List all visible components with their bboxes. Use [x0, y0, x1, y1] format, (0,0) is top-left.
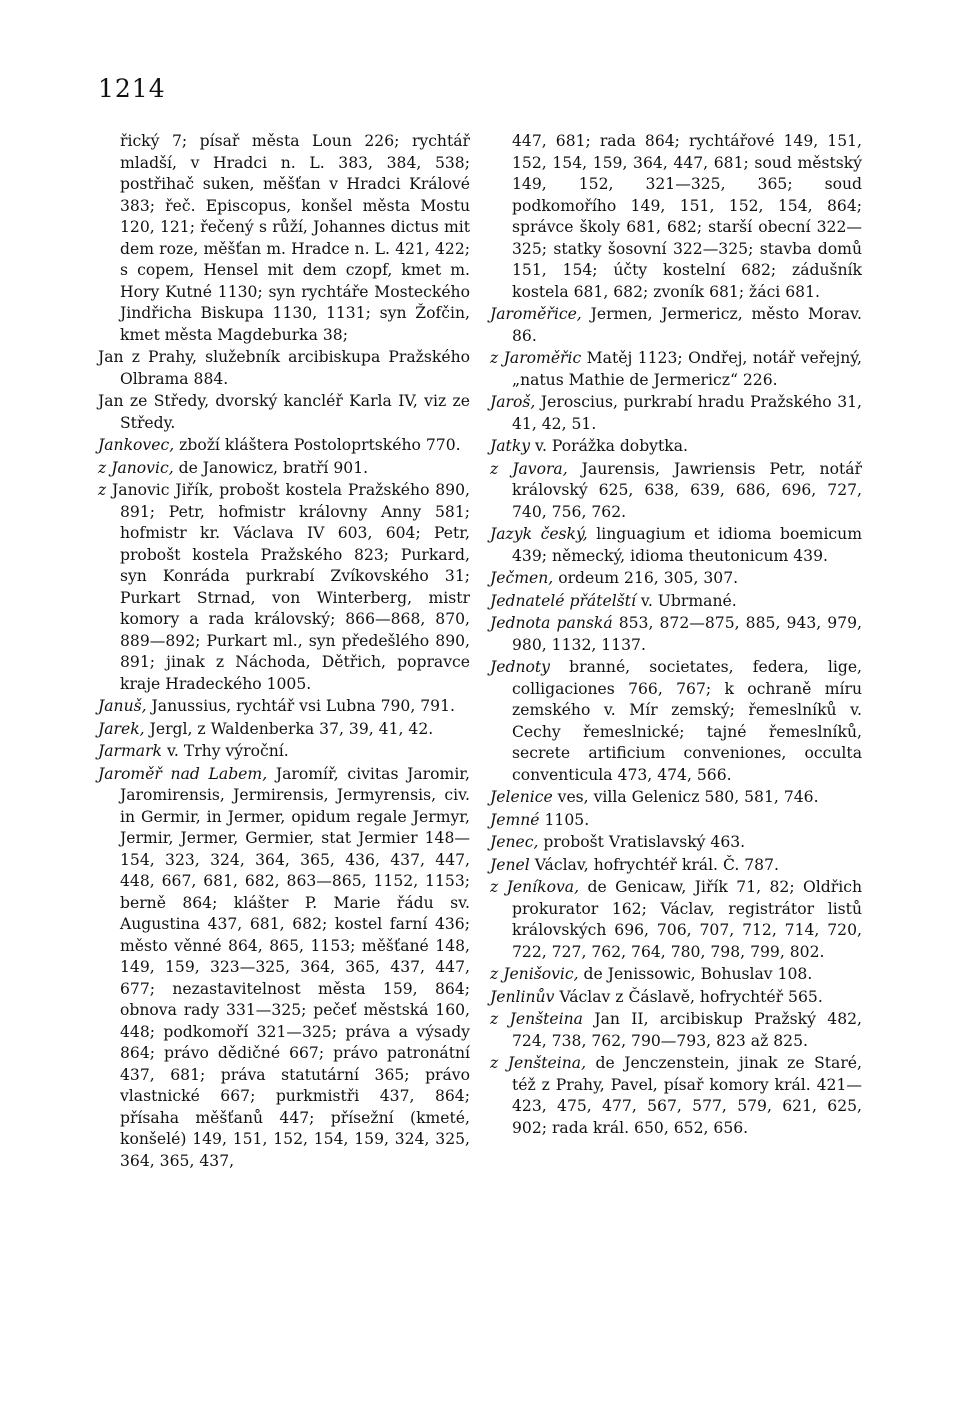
- entry-headword: Jenšteina: [509, 1010, 583, 1028]
- entry-prefix: z: [490, 965, 504, 983]
- index-entry: [490, 568, 862, 590]
- index-entry: [98, 458, 470, 480]
- index-entry: [490, 787, 862, 809]
- index-entry: [490, 524, 862, 567]
- entry-prefix: z: [98, 481, 113, 499]
- entry-text: Jaromíř, civitas Jaromir, Jaromirensis, Jermirensis, Jermyrensis, civ. in Germir, in Jermer, opidum regale Jermyr, Jermir, Jermer, Germier, stat Jermier 148—154, 323, 324, 364, 365, 436, 437, 447, 448, 667, 681, 682, 863—865, 1152, 1153; berně 864; klášter P. Marie řádu sv. Augustina 437, 681, 682; kostel farní 436; město věnné 864, 865, 1153; měšťané 148, 149, 159, 323—325, 364, 365, 437, 447, 677; nezastavitelnost města 159, 864; obnova rady 331—325; pečeť městská 160, 448; podkomoří 321—325; práva a výsady 864; právo dědičné 667; právo patronátní 437, 681; práva statutární 365; právo vlastnické 667; purkmistři 437, 864; přísaha měšťanů 447; přísežní (kmeté, konšelé) 149, 151, 152, 154, 159, 324, 325, 364, 365, 437,: [120, 764, 470, 1170]
- index-entry: [490, 348, 862, 391]
- entry-text: Jan ze Středy, dvorský kancléř Karla IV, viz ze Středy.: [98, 392, 470, 432]
- entry-headword: Jarmark: [98, 742, 162, 760]
- entry-headword: Jaroměřice,: [490, 305, 582, 323]
- entry-headword: Jednota panská: [490, 614, 613, 632]
- entry-text: de Genicaw, Jiřík 71, 82; Oldřich prokurator 162; Václav, registrátor listů královských 696, 706, 707, 712, 714, 720, 722, 727, 762, 764, 780, 798, 799, 802.: [512, 878, 862, 961]
- entry-headword: Jenšteina,: [507, 1054, 587, 1072]
- entry-text: 1105.: [539, 810, 590, 829]
- index-entry: [98, 719, 470, 741]
- index-entry: [98, 480, 470, 695]
- index-entry: [490, 1053, 862, 1139]
- entry-headword: Javora,: [512, 459, 568, 478]
- index-entry: [98, 764, 470, 1173]
- entry-text: Janovic Jiřík, probošt kostela Pražského 890, 891; Petr, hofmistr královny Anny 581; hofmistr kr. Václava IV 603, 604; Petr, probošt kostela Pražského 823; Purkard, syn Konráda purkrabí Zvíkovského 31; Purkart Strnad, von Winterberg, mistr komory a rada královský; 866—868, 870, 889—892; Purkart ml., syn předešlého 890, 891; jinak z Náchoda, Dětřich, popravce kraje Hradeckého 1005.: [112, 481, 470, 693]
- entry-headword: Jelenice: [490, 788, 553, 806]
- entry-text: linguagium et idioma boemicum 439; německý, idioma theutonicum 439.: [512, 525, 862, 565]
- entry-headword: Jenišovic,: [503, 965, 579, 983]
- entry-headword: Ječmen,: [490, 569, 554, 587]
- entry-headword: Janovic,: [111, 458, 174, 477]
- entry-text: 447, 681; rada 864; rychtářové 149, 151, 152, 154, 159, 364, 447, 681; soud městský 149, 152, 321—325, 365; soud podkomořího 149, 151, 152, 154, 864; správce školy 681, 682; starší obecní 322—325; statky šosovní 322—325; stavba domů 151, 154; účty kostelní 682; zádušník kostela 681, 682; zvoník 681; žáci 681.: [512, 132, 862, 301]
- entry-prefix: z: [490, 349, 504, 367]
- entry-prefix: z: [490, 878, 507, 896]
- entry-text: de Janowicz, bratří 901.: [173, 458, 369, 477]
- entry-headword: Jednatelé přátelští: [490, 591, 636, 610]
- entry-headword: Jarek,: [98, 719, 145, 738]
- entry-prefix: z: [490, 459, 513, 478]
- index-entry: [490, 832, 862, 854]
- entry-text: Jergl, z Waldenberka 37, 39, 41, 42.: [144, 719, 434, 738]
- entry-text: zboží kláštera Postoloprtského 770.: [174, 436, 461, 454]
- entry-text: probošt Vratislavský 463.: [538, 833, 746, 851]
- entry-prefix: z: [98, 458, 112, 477]
- index-entry: [98, 347, 470, 390]
- entry-headword: Januš,: [98, 697, 147, 715]
- entry-headword: Jenel: [490, 855, 530, 874]
- entry-headword: Jaroměřic: [503, 349, 582, 367]
- index-entry: [490, 436, 862, 458]
- entry-headword: Jaroměř nad Labem,: [98, 764, 268, 783]
- entry-headword: Jemné: [490, 810, 540, 829]
- entry-text: řický 7; písař města Loun 226; rychtář mladší, v Hradci n. L. 383, 384, 538; postřihač suken, měšťan v Hradci Králové 383; řeč. Episcopus, konšel města Mostu 120, 121; řečený s růží, Johannes dictus mit dem roze, měšťan m. Hradce n. L. 421, 422; s copem, Hensel mit dem czopf, kmet m. Hory Kutné 1130; syn rychtáře Mosteckého Jindřicha Biskupa 1130, 1131; syn Žofčin, kmet města Magdeburka 38;: [120, 132, 470, 344]
- entry-text: v. Ubrmané.: [635, 591, 737, 610]
- entry-prefix: z: [490, 1010, 510, 1028]
- index-entry: [490, 810, 862, 832]
- entry-text: Jan II, arcibiskup Pražský 482, 724, 738, 762, 790—793, 823 až 825.: [512, 1010, 862, 1050]
- index-entry: [490, 964, 862, 986]
- index-entry: [490, 131, 862, 303]
- entry-headword: Jenlinův: [490, 987, 555, 1006]
- entry-text: Václav z Čáslavě, hofrychtéř 565.: [554, 987, 823, 1006]
- entry-text: v. Trhy výroční.: [162, 742, 289, 760]
- index-entry: [98, 391, 470, 434]
- index-entry: [490, 459, 862, 524]
- entry-headword: Jaroš,: [490, 393, 536, 411]
- right-column: [490, 131, 862, 1140]
- index-entry: [490, 392, 862, 435]
- entry-text: 853, 872—875, 885, 943, 979, 980, 1132, 1137.: [512, 614, 863, 654]
- entry-text: Václav, hofrychtéř král. Č. 787.: [529, 855, 779, 874]
- index-entry: [98, 696, 470, 718]
- entry-text: Jermen, Jermericz, město Morav. 86.: [512, 305, 862, 345]
- index-entry: [490, 1009, 862, 1052]
- entry-headword: Jankovec,: [98, 436, 175, 454]
- entry-text: Jan z Prahy, služebník arcibiskupa Pražského Olbrama 884.: [98, 348, 470, 388]
- entry-text: Jaurensis, Jawriensis Petr, notář královský 625, 638, 639, 686, 696, 727, 740, 756, 762.: [512, 459, 862, 521]
- entry-text: v. Porážka dobytka.: [530, 437, 688, 455]
- left-column: [98, 131, 470, 1173]
- index-entry: [490, 877, 862, 963]
- entry-headword: Jazyk český,: [490, 525, 588, 543]
- index-entry: [490, 304, 862, 347]
- entry-headword: Jednoty: [490, 658, 550, 676]
- entry-headword: Jenec,: [490, 833, 539, 851]
- entry-text: Jeroscius, purkrabí hradu Pražského 31, 41, 42, 51.: [512, 393, 862, 433]
- index-entry: [98, 435, 470, 457]
- entry-text: Matěj 1123; Ondřej, notář veřejný, „natus Mathie de Jermericz“ 226.: [512, 349, 862, 389]
- entry-prefix: z: [490, 1054, 508, 1072]
- entry-text: ves, villa Gelenicz 580, 581, 746.: [552, 788, 819, 806]
- index-entry: [490, 855, 862, 877]
- index-entry: [98, 131, 470, 346]
- entry-headword: Jatky: [490, 437, 531, 455]
- index-entry: [490, 591, 862, 613]
- entry-text: Janussius, rychtář vsi Lubna 790, 791.: [146, 697, 455, 715]
- index-entry: [490, 613, 862, 656]
- entry-text: branné, societates, federa, lige, colligaciones 766, 767; k ochraně míru zemského v. Mír zemský; řemeslníků v. Cechy řemeslnické; tajné řemeslníků, secrete artificium conveniones, occulta conventicula 473, 474, 566.: [512, 658, 862, 784]
- entry-text: ordeum 216, 305, 307.: [553, 569, 739, 587]
- page-number: 1214: [98, 74, 166, 103]
- index-entry: [98, 741, 470, 763]
- index-entry: [490, 657, 862, 786]
- index-entry: [490, 987, 862, 1009]
- entry-headword: Jeníkova,: [506, 878, 580, 896]
- entry-text: de Jenczenstein, jinak ze Staré, též z Prahy, Pavel, písař komory král. 421—423, 475, 477, 567, 577, 579, 621, 625, 902; rada král. 650, 652, 656.: [512, 1054, 862, 1137]
- entry-text: de Jenissowic, Bohuslav 108.: [578, 965, 813, 983]
